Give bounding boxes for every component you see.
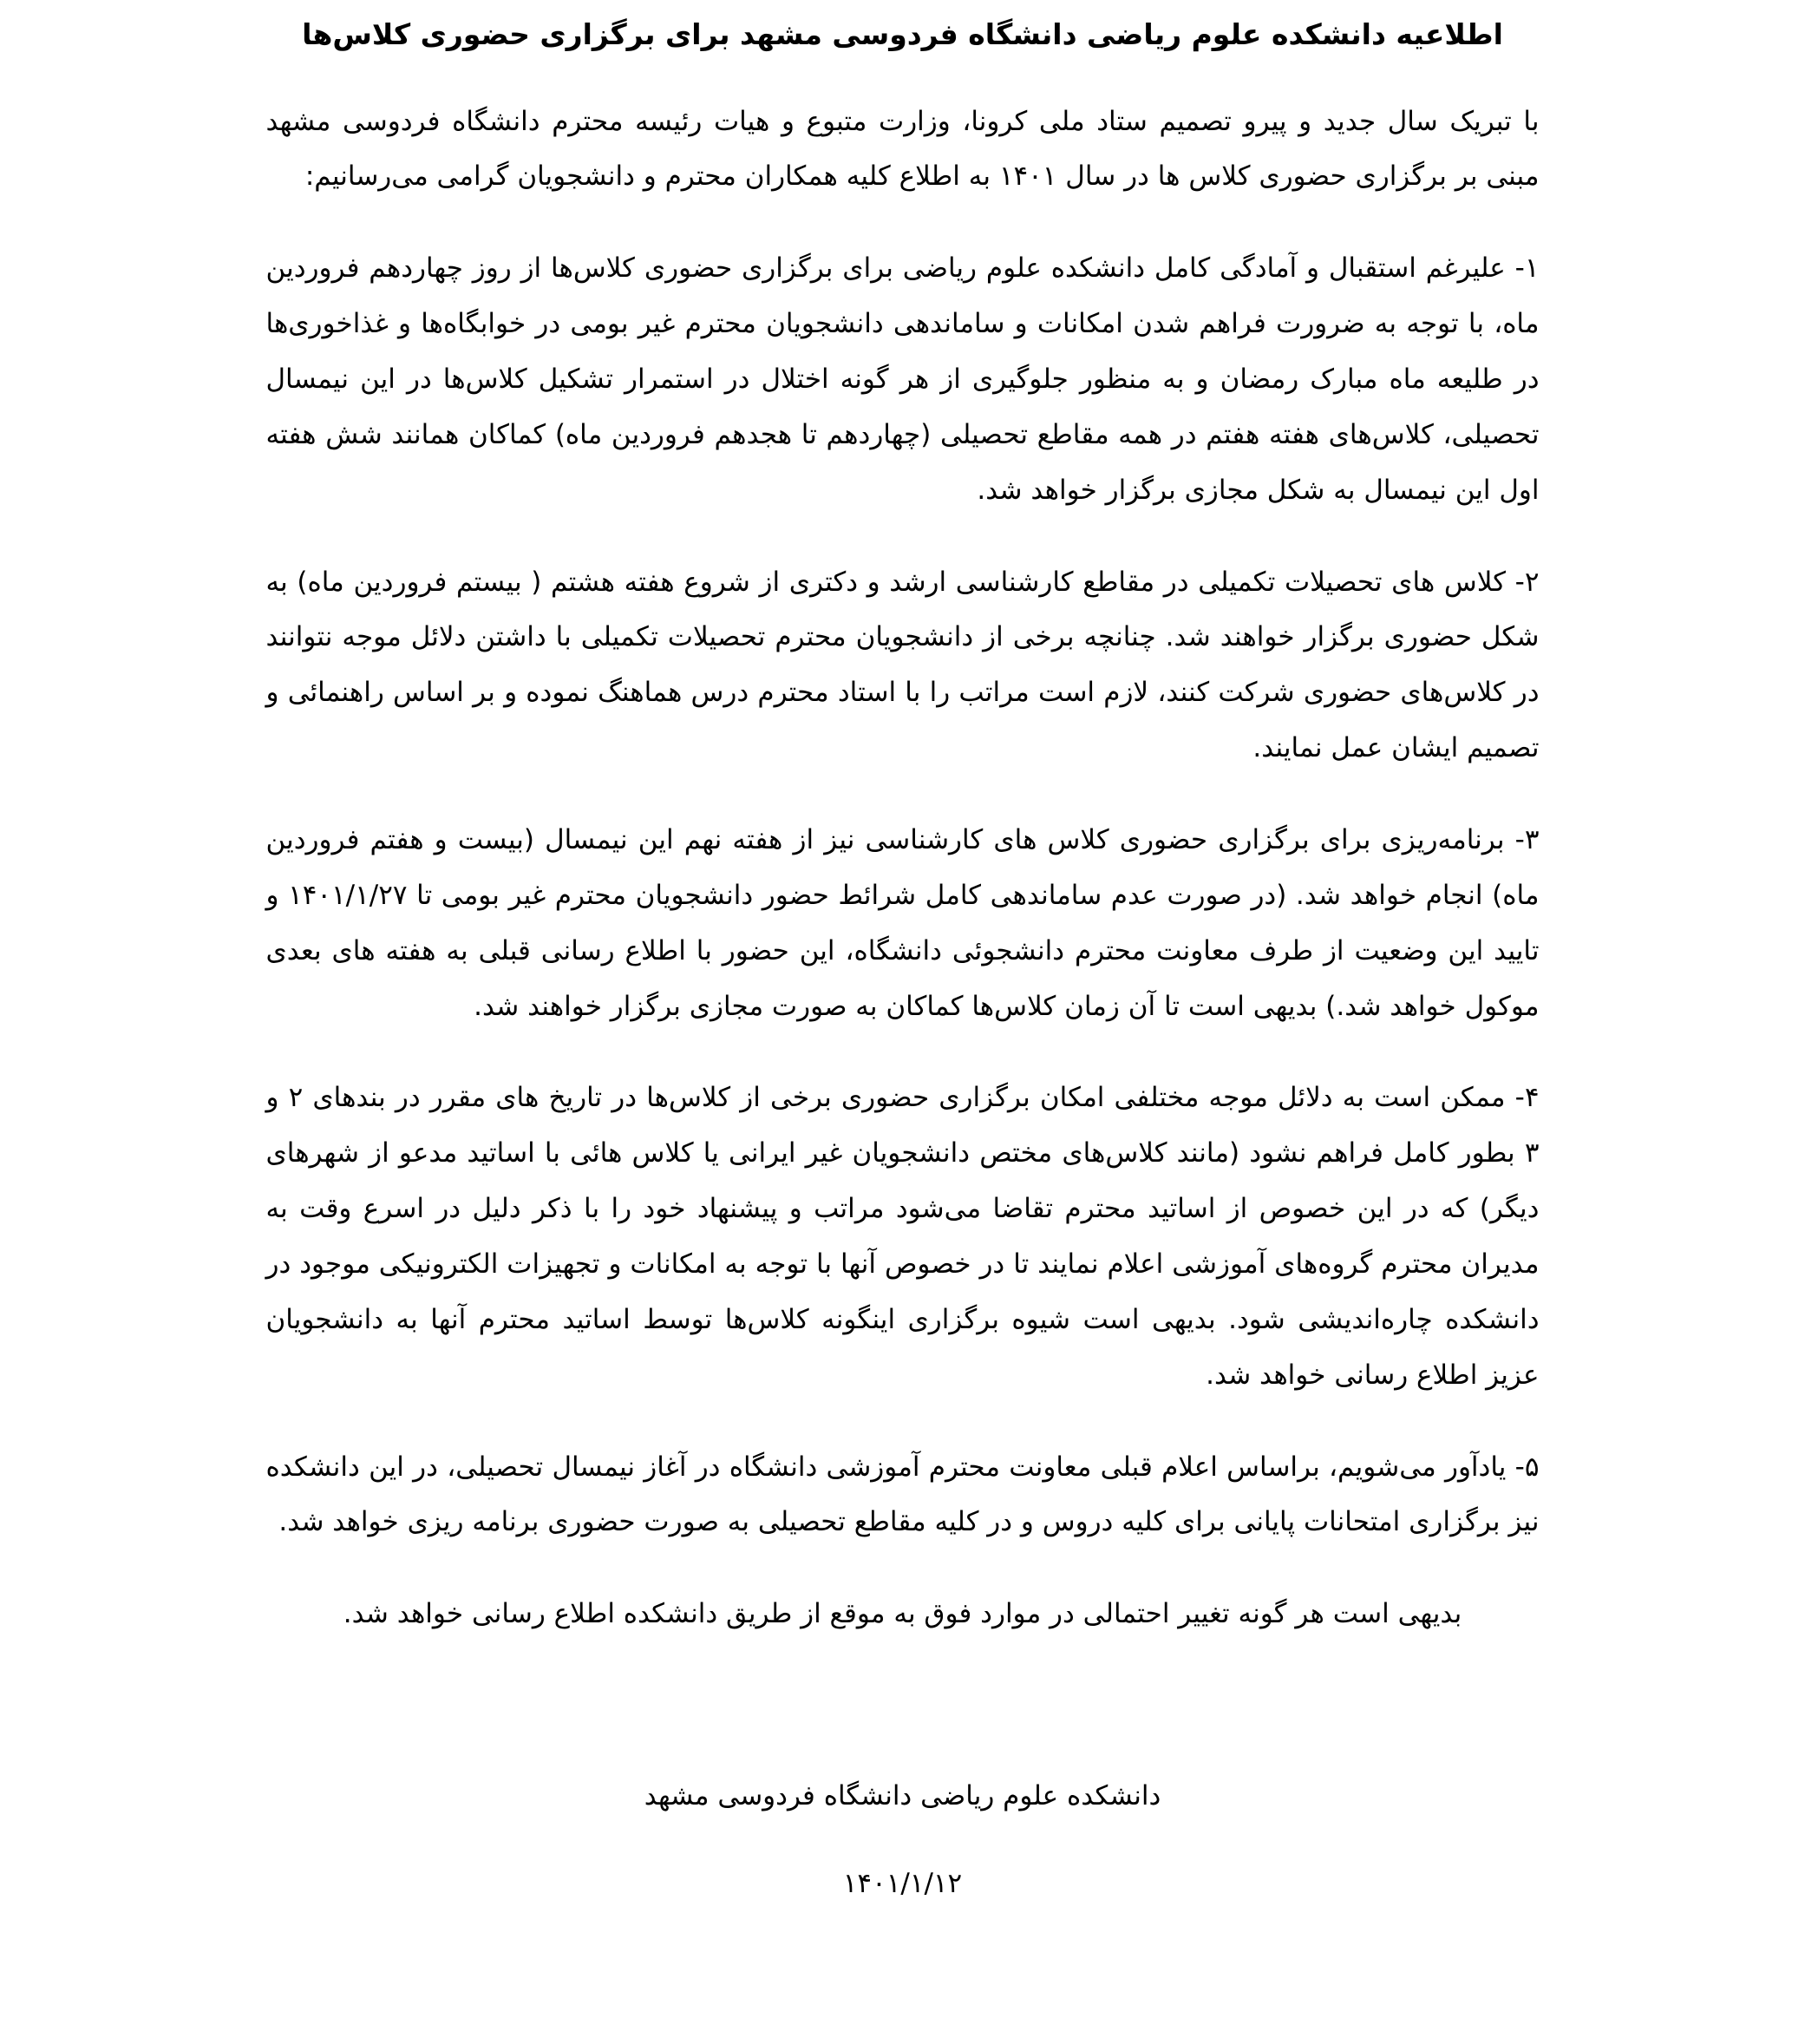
paragraph-item-3: ۳- برنامه‌ریزی برای برگزاری حضوری کلاس های کارشناسی نیز از هفته نهم این نیمسال (بیست و هفتم فروردین ماه) انجام خواهد شد. (در صورت عدم ساماندهی کامل شرائط حضور دانشجویان محترم غیر بومی تا ۱۴۰۱/۱/۲۷ و تایید این وضعیت از طرف معاونت محترم دانشجوئی دانشگاه، این حضور با اطلاع رسانی قبلی به هفته های بعدی موکول خواهد شد.) بدیهی است تا آن زمان کلاس‌ها کماکان به صورت مجازی برگزار خواهند شد. [265,824,1540,1022]
paragraph-item-4: ۴- ممکن است به دلائل موجه مختلفی امکان برگزاری حضوری برخی از کلاس‌ها در تاریخ های مقرر در بندهای ۲ و ۳ بطور کامل فراهم نشود (مانند کلاس‌های مختص دانشجویان غیر ایرانی یا کلاس هائی با اساتید مدعو از شهرهای دیگر) که در این خصوص از اساتید محترم تقاضا می‌شود مراتب و پیشنهاد خود را با ذکر دلیل در اسرع وقت به مدیران محترم گروه‌های آموزشی اعلام نمایند تا در خصوص آنها با توجه به امکانات و تجهیزات الکترونیکی موجود در دانشکده چاره‌اندیشی شود. بدیهی است شیوه برگزاری اینگونه کلاس‌ها توسط اساتید محترم آنها به دانشجویان عزیز اطلاع رسانی خواهد شد. [265,1082,1540,1391]
page-title: اطلاعیه دانشکده علوم ریاضی دانشگاه فردوسی مشهد برای برگزاری حضوری کلاس‌ها [302,17,1503,51]
paragraph-item-2: ۲- کلاس های تحصیلات تکمیلی در مقاطع کارشناسی ارشد و دکتری از شروع هفته هشتم ( بیستم فروردین ماه) به شکل حضوری برگزار خواهند شد. چنانچه برخی از دانشجویان محترم تحصیلات تکمیلی با داشتن دلائل موجه نتوانند در کلاس‌های حضوری شرکت کنند، لازم است مراتب را با استاد محترم درس هماهنگ نموده و بر اساس راهنمائی و تصمیم ایشان عمل نمایند. [265,566,1540,764]
paragraph-item-1: ۱- علیرغم استقبال و آمادگی کامل دانشکده علوم ریاضی برای برگزاری حضوری کلاس‌ها از روز چهاردهم فروردین ماه، با توجه به ضرورت فراهم شدن امکانات و ساماندهی دانشجویان محترم غیر بومی در خوابگاه‌ها و غذاخوری‌ها در طلیعه ماه مبارک رمضان و به منظور جلوگیری از هر گونه اختلال در استمرار تشکیل کلاس‌ها در این نیمسال تحصیلی، کلاس‌های هفته هفتم در همه مقاطع تحصیلی (چهاردهم تا هجدهم فروردین ماه) کماکان همانند شش هفته اول این نیمسال به شکل مجازی برگزار خواهد شد. [265,252,1540,506]
paragraph-item-5: ۵- یادآور می‌شویم، براساس اعلام قبلی معاونت محترم آموزشی دانشگاه در آغاز نیمسال تحصیلی، در این دانشکده نیز برگزاری امتحانات پایانی برای کلیه دروس و در کلیه مقاطع تحصیلی به صورت حضوری برنامه ریزی خواهد شد. [265,1451,1540,1538]
paragraph-intro: با تبریک سال جدید و پیرو تصمیم ستاد ملی کرونا، وزارت متبوع و هیات رئیسه محترم دانشگاه فردوسی مشهد مبنی بر برگزاری حضوری کلاس ها در سال ۱۴۰۱ به اطلاع کلیه همکاران محترم و دانشجویان گرامی می‌رسانیم: [265,105,1540,193]
document-content [266,16,1540,1906]
paragraph-closing: بدیهی است هر گونه تغییر احتمالی در موارد فوق به موقع از طریق دانشکده اطلاع رسانی خواهد شد. [343,1598,1462,1630]
footer-date: ۱۴۰۱/۱/۱۲ [842,1867,963,1899]
document-footer [266,1772,1540,1905]
footer-organization: دانشکده علوم ریاضی دانشگاه فردوسی مشهد [644,1780,1161,1812]
